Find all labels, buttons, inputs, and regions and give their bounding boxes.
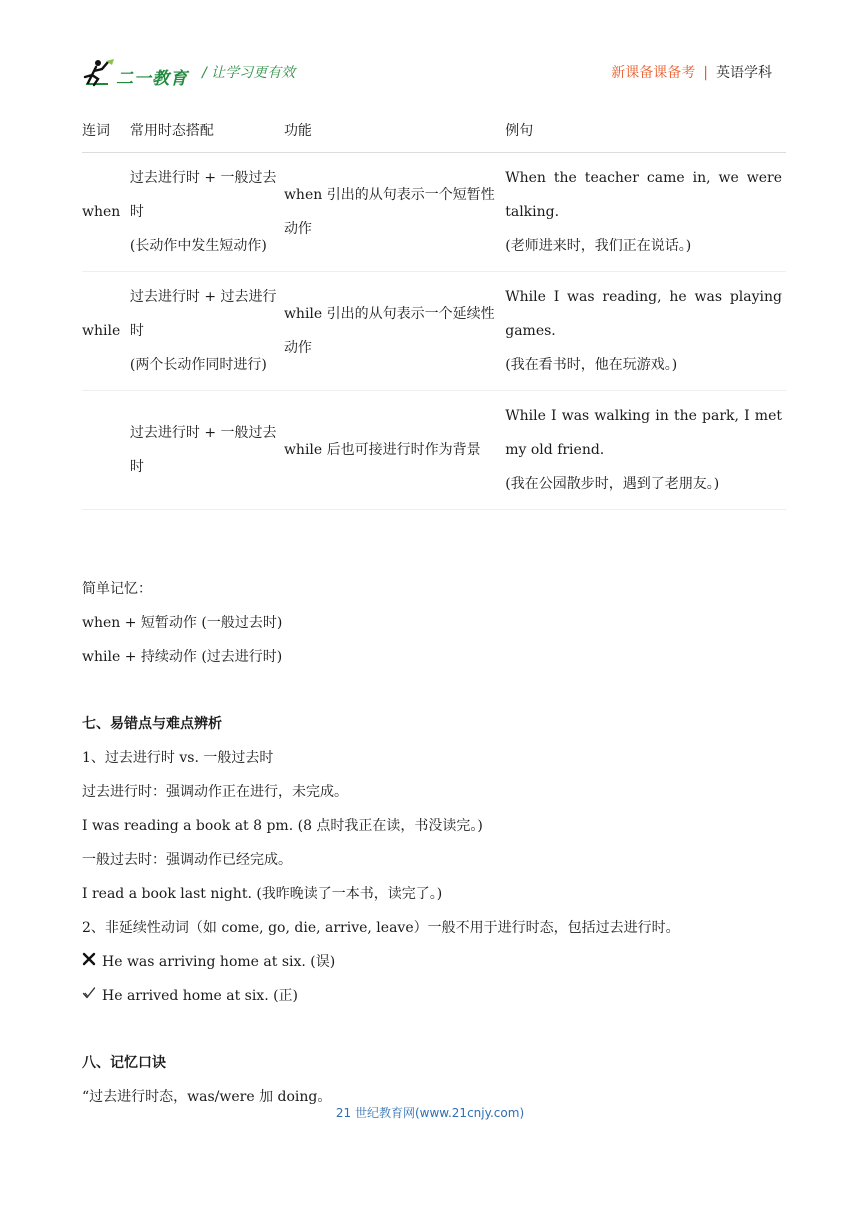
tense-note: (长动作中发生短动作) [129,238,267,254]
col-header-conj: 连词 [82,110,130,153]
subject-label: 英语学科 [716,65,772,81]
cell-example [505,153,786,272]
memo-line: while + 持续动作 (过去进行时) [82,649,283,665]
tense-note: (两个长动作同时进行) [129,357,267,373]
tense-text: 过去进行时 + 一般过去时 [129,425,277,475]
section-heading: 七、易错点与难点辨析 [82,716,222,732]
brand-logo [82,58,188,88]
cross-icon [82,945,98,979]
header-separator: | [703,65,708,81]
wrong-example [82,945,786,979]
paragraph: 1、过去进行时 vs. 一般过去时 [82,750,274,766]
tense-text: 过去进行时 + 过去进行时 [129,289,277,339]
cell-tense [130,391,284,510]
document-body [82,572,786,1114]
page-header [82,52,782,92]
cell-conj [82,391,130,510]
example-zh: (我在看书时，他在玩游戏。) [505,357,678,373]
section-heading: 八、记忆口诀 [82,1055,166,1071]
cell-function: when 引出的从句表示一个短暂性动作 [284,153,505,272]
page-footer[interactable]: 21 世纪教育网(www.21cnjy.com) [335,1106,525,1120]
course-label: 新课备课备考 [611,65,696,81]
paragraph: 过去进行时：强调动作正在进行，未完成。 [82,784,348,800]
table-row [82,272,786,391]
paragraph: 一般过去时：强调动作已经完成。 [82,852,292,868]
table-header-row [82,110,786,153]
memo-line: when + 短暂动作 (一般过去时) [82,615,283,631]
col-header-function: 功能 [284,110,505,153]
wrong-sentence: He was arriving home at six. (误) [102,954,336,970]
tense-text: 过去进行时 + 一般过去时 [129,170,277,220]
spacer [82,674,786,707]
col-header-example: 例句 [505,110,786,153]
col-header-tense: 常用时态搭配 [130,110,284,153]
slogan: / 让学习更有效 [202,65,296,81]
example-zh: (老师进来时，我们正在说话。) [505,238,692,254]
cell-example [505,391,786,510]
example-en: When the teacher came in, we were talking. [505,170,782,220]
cell-example [505,272,786,391]
paragraph: I read a book last night. (我昨晚读了一本书，读完了。) [82,886,443,902]
header-right [611,62,772,82]
cell-conj: while [82,272,130,391]
spacer [82,1013,786,1046]
cell-function: while 后也可接进行时作为背景 [284,391,505,510]
right-sentence: He arrived home at six. (正) [102,988,299,1004]
paragraph: 2、非延续性动词（如 come, go, die, arrive, leave）一般不用于进行时态，包括过去进行时。 [82,920,680,936]
cell-conj: when [82,153,130,272]
example-zh: (我在公园散步时，遇到了老朋友。) [505,476,720,492]
table-row [82,153,786,272]
right-example [82,979,786,1013]
check-icon [82,979,98,1013]
example-en: While I was walking in the park, I met my old friend. [505,408,782,458]
runner-logo-icon [82,58,116,88]
example-en: While I was reading, he was playing games. [505,289,782,339]
table-row [82,391,786,510]
conjunction-table [82,110,786,510]
paragraph: “过去进行时态，was/were 加 doing。 [82,1089,332,1105]
logo-text: 二一教育 [116,69,188,89]
memo-title: 简单记忆： [82,581,152,597]
paragraph: I was reading a book at 8 pm. (8 点时我正在读，书没读完。) [82,818,483,834]
cell-function: while 引出的从句表示一个延续性动作 [284,272,505,391]
cell-tense [130,153,284,272]
cell-tense [130,272,284,391]
